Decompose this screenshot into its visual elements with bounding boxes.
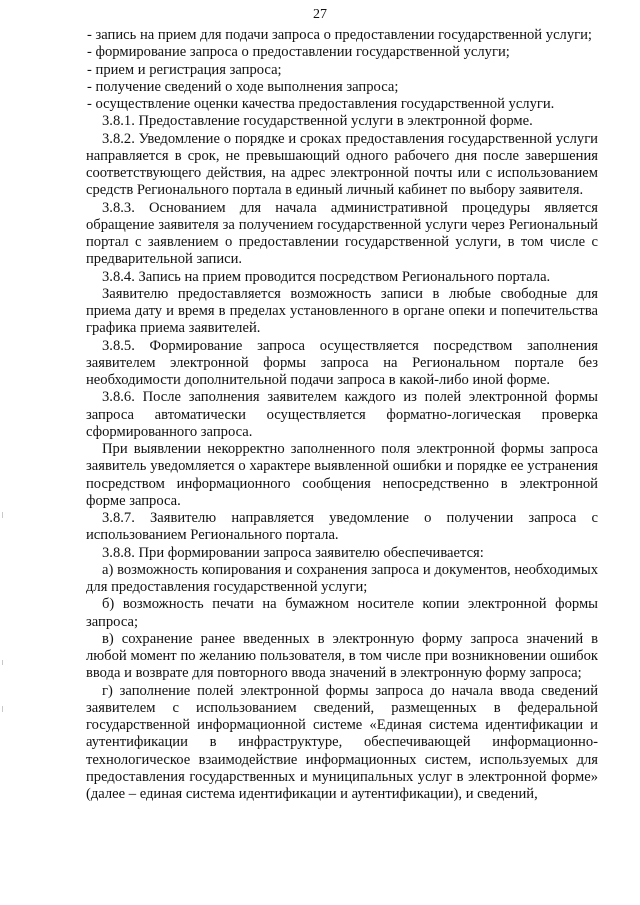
paragraph-3-8-4: 3.8.4. Запись на прием проводится посредством Регионального портала. [102,268,551,285]
paragraph-error-notice: При выявлении некорректно заполненного поля электронной формы запроса заявитель уведомляется о характере выявленной ошибки и порядке ее устранения посредством информационного сообщения непосредственно в электронной форме запроса. [86,441,598,509]
paragraph-3-8-2: 3.8.2. Уведомление о порядке и сроках предоставления государственной услуги направляется в срок, не превышающий одного рабочего дня после завершения соответствующего действия, на адрес электронной почты или с использованием средств Регионального портала в единый личный кабинет по выбору заявителя. [86,130,598,199]
paragraph-dash-item: - запись на прием для подачи запроса о предоставлении государственной услуги; [87,27,592,43]
paragraph-3-8-8: 3.8.8. При формировании запроса заявителю обеспечивается: [102,544,484,561]
paragraph-item-b: б) возможность печати на бумажном носителе копии электронной формы запроса; [86,596,598,630]
paragraph-item-a: а) возможность копирования и сохранения запроса и документов, необходимых для предоставления государственной услуги; [86,561,598,595]
scan-margin-marks [0,0,8,905]
paragraph-3-8-1: 3.8.1. Предоставление государственной услуги в электронной форме. [102,113,533,130]
scan-mark [2,512,3,518]
paragraph-item-g: г) заполнение полей электронной формы запроса до начала ввода сведений заявителем с использованием сведений, размещенных в федеральной государственной информационной системе «Единая система идентификации и аутентификации в инфраструктуре, обеспечивающей информационно-технологическое взаимодействие информационных систем, используемых для предоставления государственных и муниципальных услуг в электронной форме» (далее – единая система идентификации и аутентификации), и сведений, [86,682,598,802]
paragraph-item-v: в) сохранение ранее введенных в электронную форму запроса значений в любой момент по желанию пользователя, в том числе при возникновении ошибок ввода и возврате для повторного ввода значений в электронную форму запроса; [86,630,598,682]
document-body [86,27,598,803]
scan-mark [2,706,3,712]
paragraph-3-8-6: 3.8.6. После заполнения заявителем каждого из полей электронной формы запроса автоматически осуществляется форматно-логическая проверка сформированного запроса. [86,389,598,440]
paragraph-3-8-3: 3.8.3. Основанием для начала административной процедуры является обращение заявителя за получением государственной услуги через Региональный портал с заявлением о предоставлении государственной услуги, в том числе с предварительной записи. [86,199,598,268]
page-number: 27 [313,7,327,22]
paragraph-appointment-info: Заявителю предоставляется возможность записи в любые свободные для приема дату и время в пределах установленного в органе опеки и попечительства графика приема заявителей. [86,285,598,337]
paragraph-dash-item: - получение сведений о ходе выполнения запроса; [87,78,399,95]
paragraph-dash-item: - осуществление оценки качества предоставления государственной услуги. [87,96,555,112]
paragraph-dash-item: - прием и регистрация запроса; [87,61,282,78]
paragraph-3-8-5: 3.8.5. Формирование запроса осуществляется посредством заполнения заявителем электронной формы запроса на Региональном портале без необходимости дополнительной подачи запроса в какой-либо иной форме. [86,337,598,388]
paragraph-dash-item: - формирование запроса о предоставлении государственной услуги; [87,44,510,61]
paragraph-3-8-7: 3.8.7. Заявителю направляется уведомление о получении запроса с использованием Регионального портала. [86,510,598,544]
scan-mark [2,660,3,665]
